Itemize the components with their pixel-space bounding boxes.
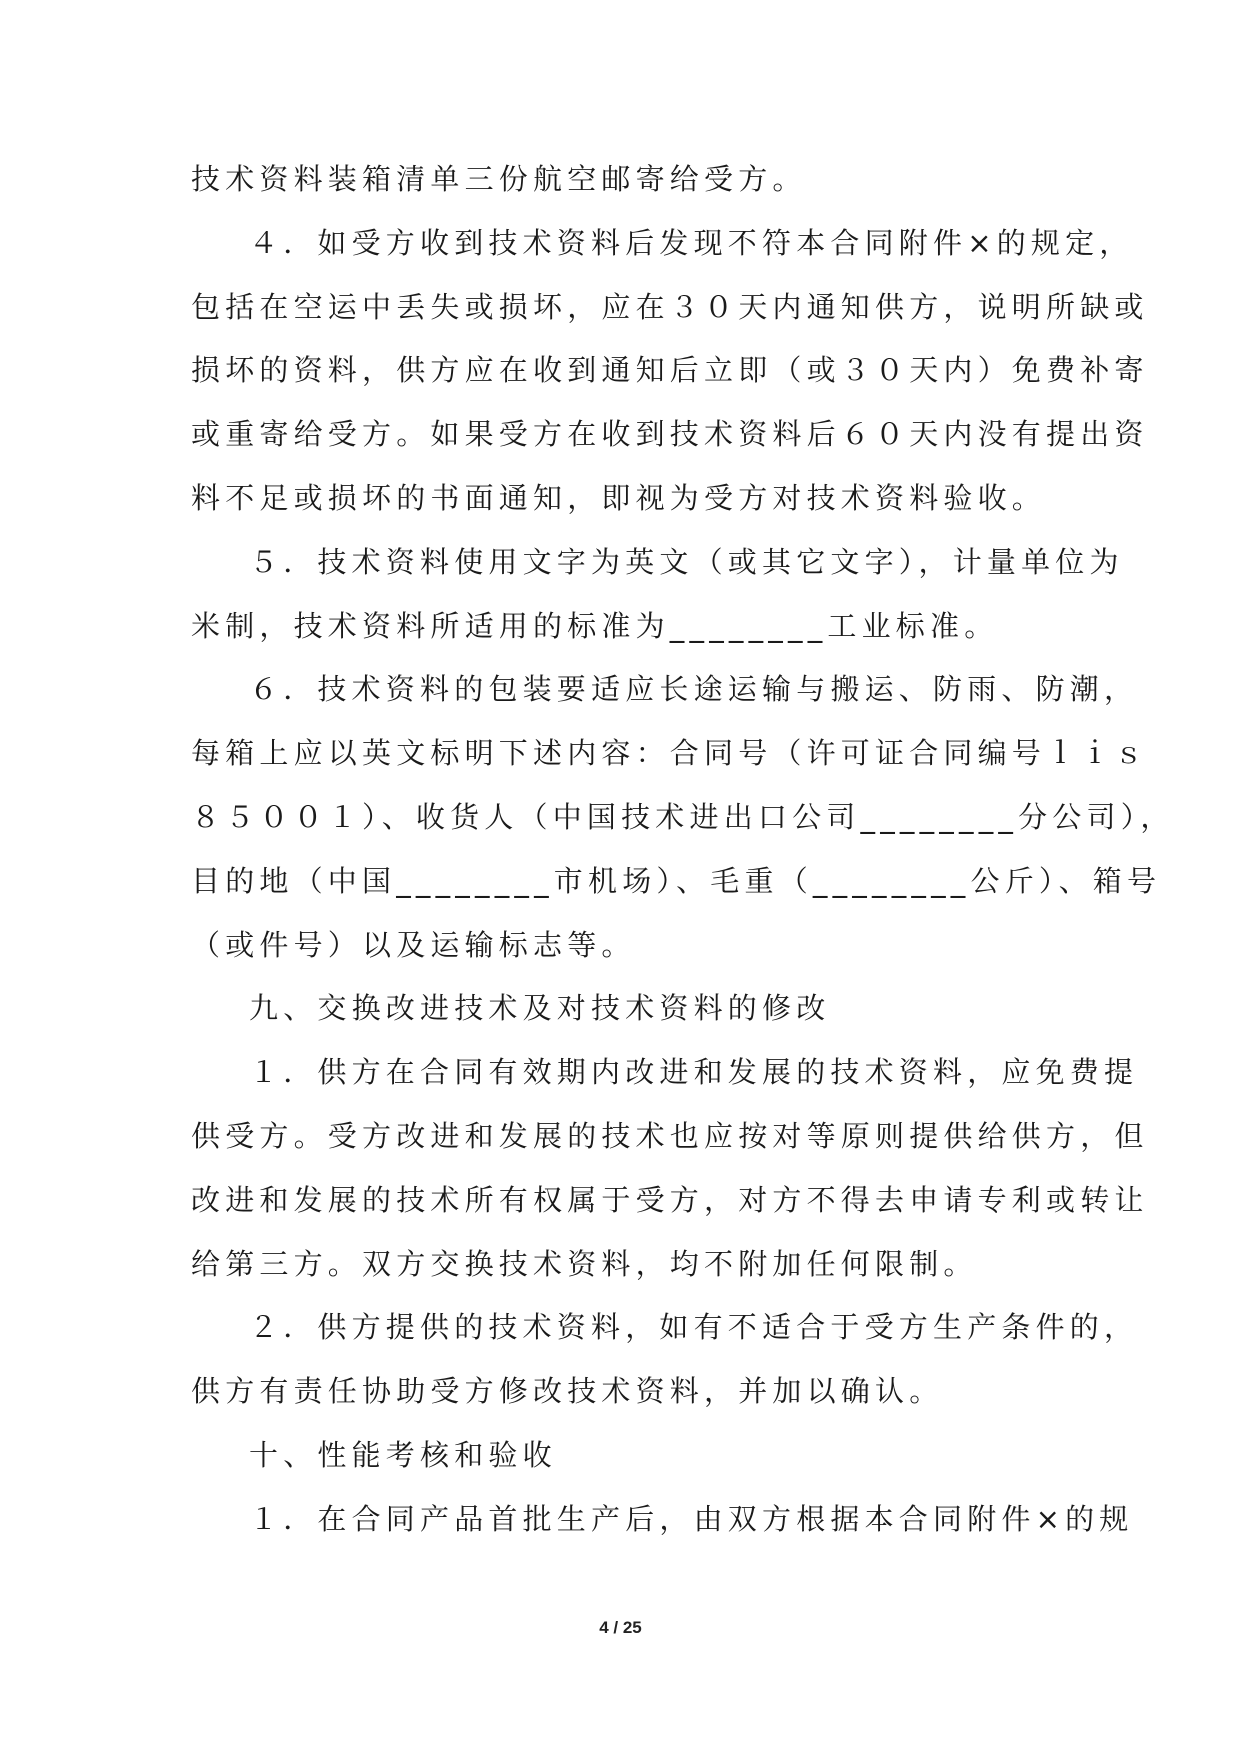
text-line: 料不足或损坏的书面通知，即视为受方对技术资料验收。	[191, 480, 1047, 515]
text-line: 或重寄给受方。如果受方在收到技术资料后６０天内没有提出资	[191, 417, 1149, 452]
text-line: １．在合同产品首批生产后，由双方根据本合同附件×的规	[249, 1501, 1134, 1536]
text-line: 损坏的资料，供方应在收到通知后立即（或３０天内）免费补寄	[191, 353, 1149, 388]
text-line: １．供方在合同有效期内改进和发展的技术资料，应免费提	[249, 1055, 1139, 1090]
text-line: （或件号）以及运输标志等。	[191, 927, 636, 962]
text-line: ８５００１）、收货人（中国技术进出口公司________分公司），	[191, 799, 1175, 834]
section-heading: 九、交换改进技术及对技术资料的修改	[249, 991, 831, 1026]
text-line: 米制，技术资料所适用的标准为________工业标准。	[191, 608, 999, 643]
text-line: 改进和发展的技术所有权属于受方，对方不得去申请专利或转让	[191, 1182, 1149, 1217]
text-line: 目的地（中国________市机场）、毛重（________公斤）、箱号	[191, 863, 1162, 898]
text-line: 技术资料装箱清单三份航空邮寄给受方。	[191, 162, 807, 196]
text-line: 给第三方。双方交换技术资料，均不附加任何限制。	[191, 1246, 978, 1281]
text-line: ２．供方提供的技术资料，如有不适合于受方生产条件的，	[249, 1310, 1139, 1345]
text-line: ５．技术资料使用文字为英文（或其它文字），计量单位为	[249, 544, 1124, 579]
text-line: ４．如受方收到技术资料后发现不符本合同附件×的规定，	[249, 225, 1134, 260]
text-line: 包括在空运中丢失或损坏，应在３０天内通知供方，说明所缺或	[191, 289, 1149, 324]
text-line: 每箱上应以英文标明下述内容：合同号（许可证合同编号ｌｉｓ	[191, 736, 1149, 771]
page-number: 4 / 25	[599, 1618, 642, 1637]
text-line: 供受方。受方改进和发展的技术也应按对等原则提供给供方，但	[191, 1118, 1149, 1153]
document-body	[191, 148, 1175, 1552]
text-line: 供方有责任协助受方修改技术资料，并加以确认。	[191, 1374, 944, 1409]
text-line: ６．技术资料的包装要适应长途运输与搬运、防雨、防潮，	[249, 672, 1139, 707]
section-heading: 十、性能考核和验收	[249, 1437, 557, 1472]
